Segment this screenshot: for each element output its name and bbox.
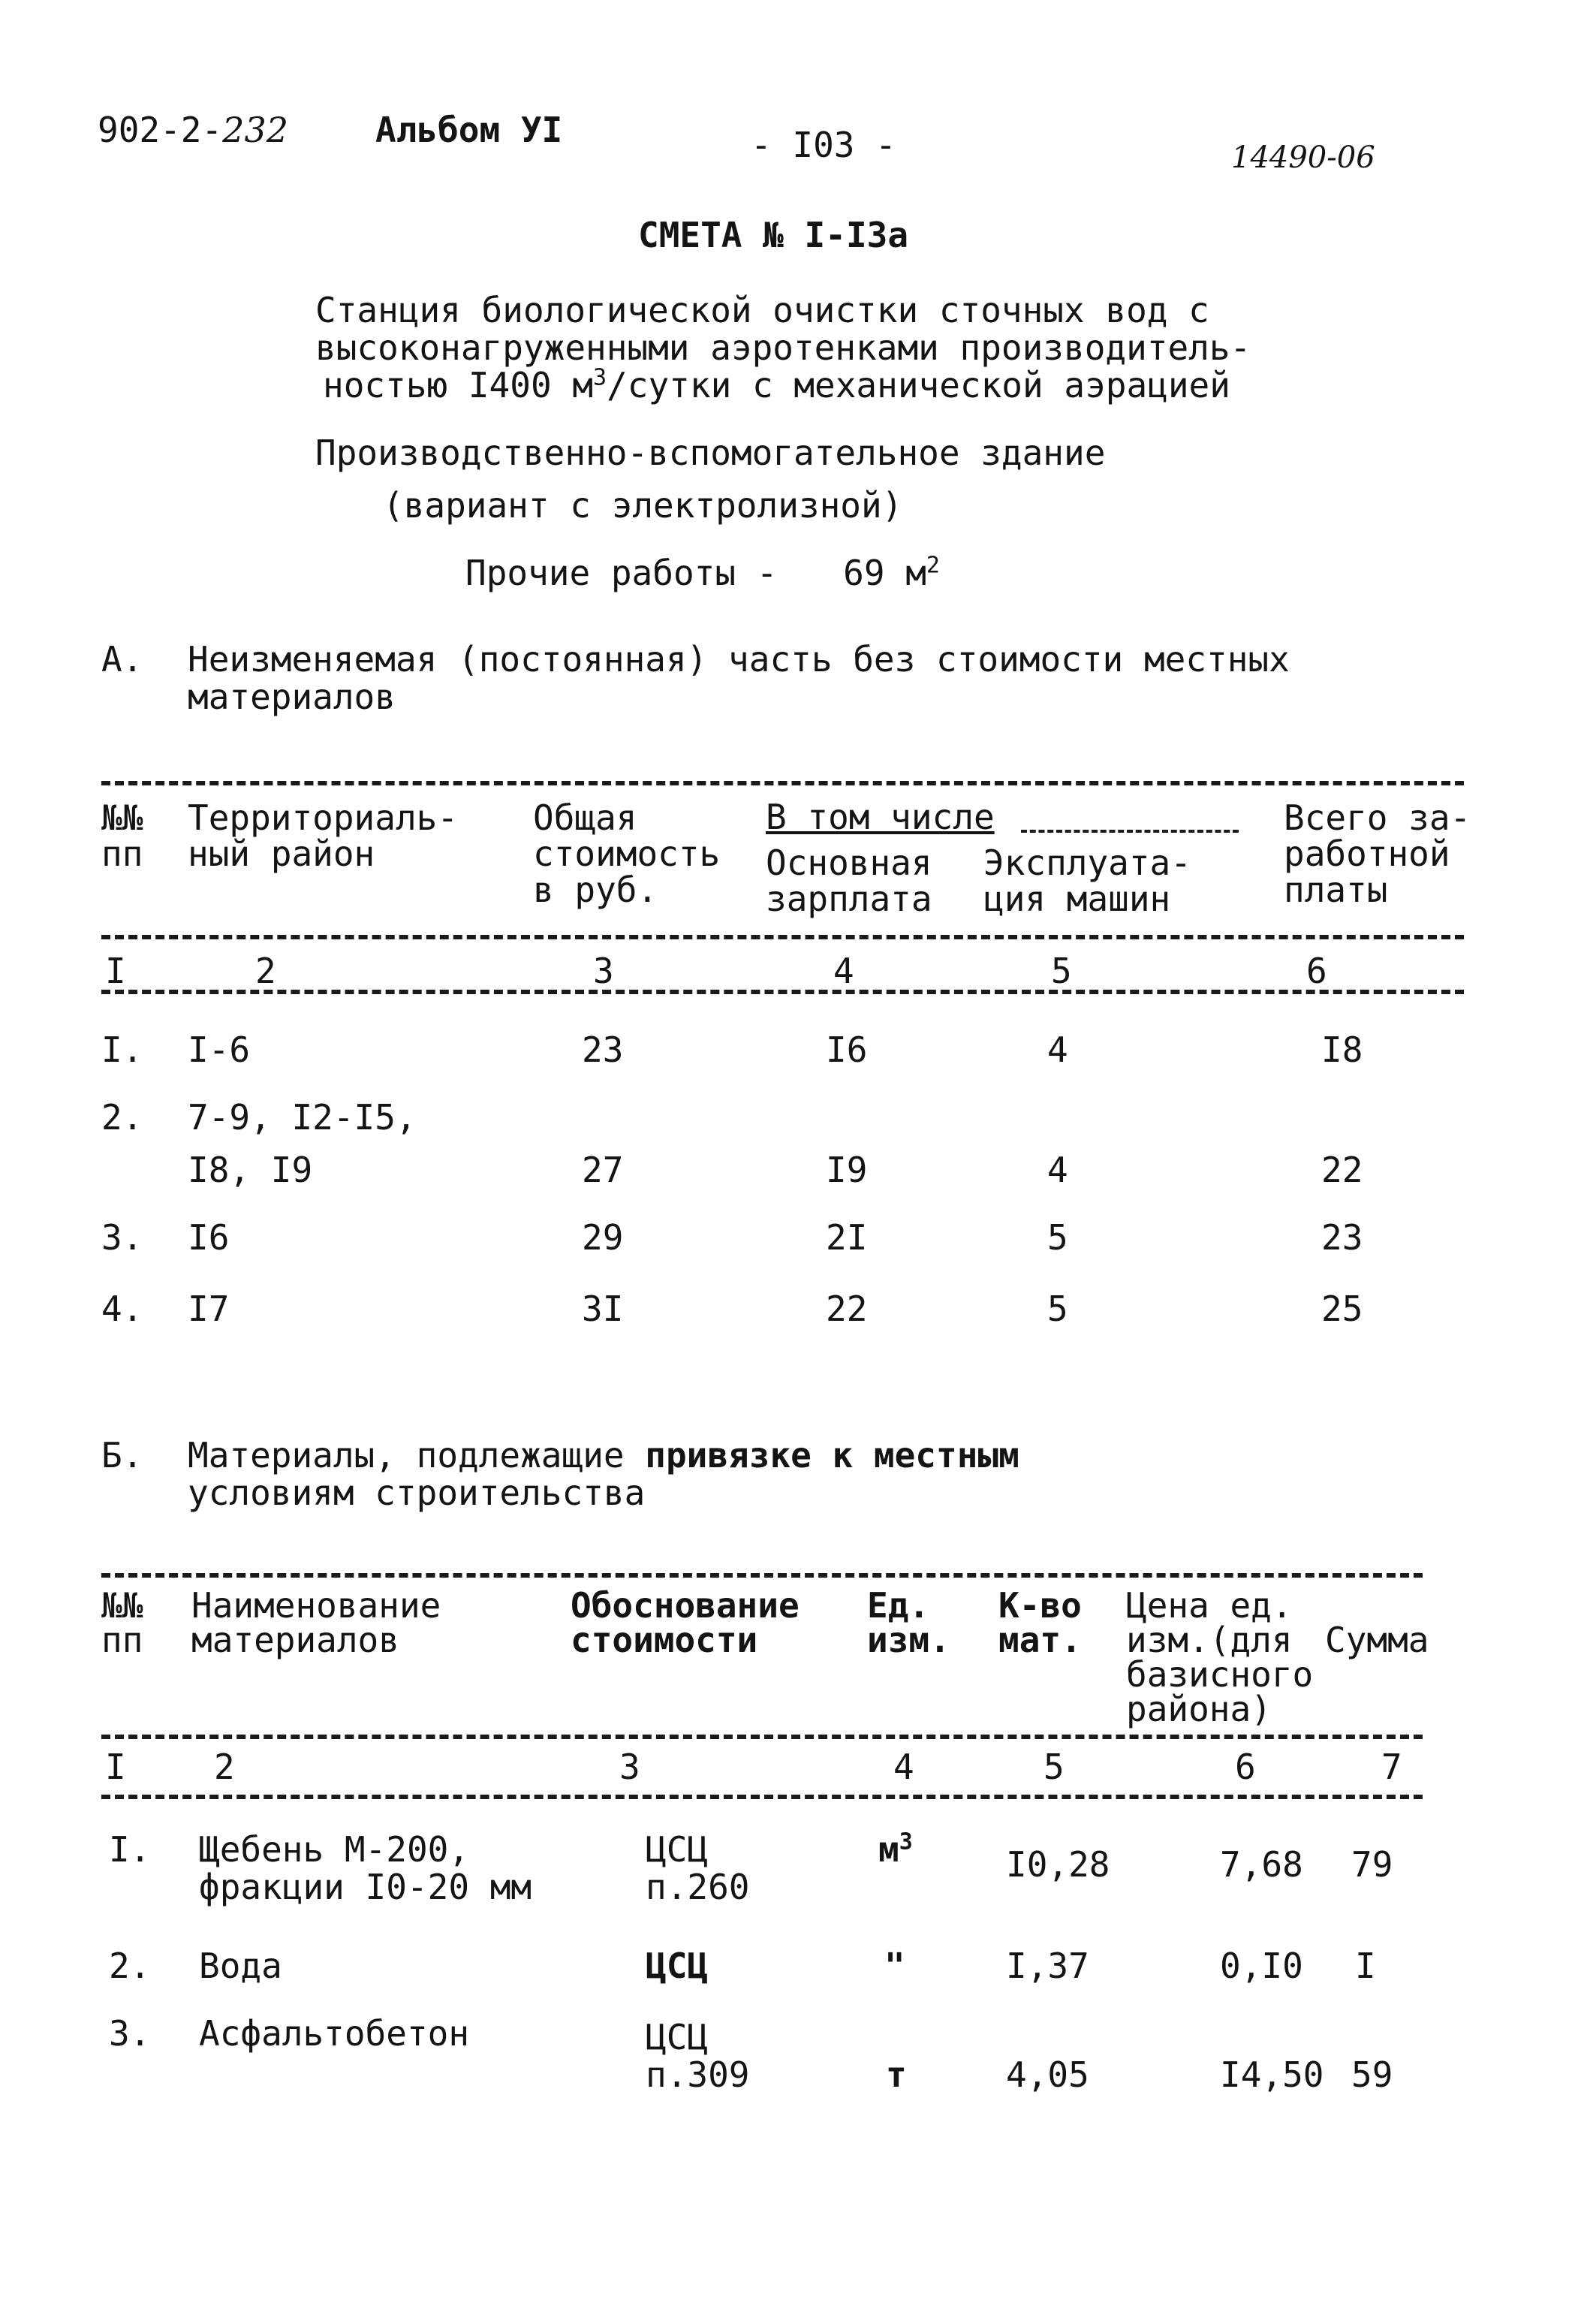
table-b-colnum-4: 4: [893, 1747, 914, 1787]
table-b-header-name: Наименование материалов: [191, 1585, 441, 1660]
table-b-colnum-5: 5: [1043, 1747, 1065, 1787]
building-name: Производственно-вспомогательное здание: [315, 433, 1106, 473]
table-b-top-rule: [101, 1573, 1423, 1578]
document-code-handwritten: 232: [222, 110, 288, 150]
table-a-including-rule: [1021, 830, 1239, 833]
works-value: 69 $м^2$: [843, 552, 940, 593]
section-a-letter: А.: [101, 639, 143, 680]
document-code: [98, 110, 288, 150]
title-line-2: высоконагруженными аэротенками производитель-: [315, 327, 1251, 368]
table-b-header-basis: Обоснование стоимости: [571, 1585, 800, 1660]
table-b-header-price: Цена ед. изм.(для базисного района): [1126, 1585, 1314, 1729]
table-b-colnum-7: 7: [1381, 1747, 1402, 1787]
table-a-colnum-rule: [101, 990, 1464, 994]
table-a-colnum-4: 4: [833, 951, 854, 991]
table-b-header-qty: К-во мат.: [998, 1585, 1082, 1660]
table-a-header-including: В том числе: [766, 797, 995, 837]
section-b-heading-2: условиям строительства: [188, 1472, 646, 1513]
table-a-header-total: Всего за- работной платы: [1284, 797, 1471, 910]
section-b-heading-1: Материалы, подлежащие привязке к местным: [188, 1435, 1019, 1475]
section-a-heading-1: Неизменяемая (постоянная) часть без стоимости местных: [188, 639, 1290, 680]
table-a-top-rule: [101, 781, 1464, 785]
table-b-colnum-3: 3: [619, 1747, 640, 1787]
page-number: - I03 -: [751, 125, 896, 165]
works-label: Прочие работы -: [465, 553, 778, 593]
variant-label: (вариант с электролизной): [383, 485, 903, 526]
table-b-colnum-2: 2: [214, 1747, 235, 1787]
table-b-colnum-1: I: [105, 1747, 126, 1787]
table-b-header-sum: Сумма: [1325, 1620, 1429, 1660]
estimate-title: СМЕТА № I-I3а: [638, 215, 909, 255]
table-a-header-num: №№ пп: [101, 797, 143, 874]
table-a-colnum-2: 2: [255, 951, 276, 991]
table-b-header-rule: [101, 1735, 1423, 1739]
table-b-colnum-rule: [101, 1795, 1423, 1799]
title-line-1: Станция биологической очистки сточных вод с: [315, 290, 1209, 330]
table-b-header-num: №№ пп: [101, 1585, 143, 1660]
works-line: [465, 552, 940, 593]
stamp-number: 14490-06: [1231, 140, 1375, 175]
table-a-header-wage: Основная зарплата: [766, 842, 932, 919]
table-a-colnum-5: 5: [1051, 951, 1072, 991]
table-a-header-rule: [101, 935, 1464, 939]
title-line-3: ностью I400 $м^3$/сутки с механической аэрацией: [323, 364, 1230, 405]
table-b-header-unit: Ед. изм.: [867, 1585, 950, 1660]
table-a-header-machine: Эксплуата- ция машин: [983, 842, 1191, 919]
table-a-colnum-3: 3: [593, 951, 614, 991]
album-label: Альбом УI: [375, 110, 563, 150]
table-a-header-district: Территориаль- ный район: [188, 797, 459, 874]
section-b-letter: Б.: [101, 1435, 143, 1475]
document-code-prefix: 902-2-: [98, 110, 223, 150]
table-a-colnum-1: I: [105, 951, 126, 991]
table-a-header-cost: Общая стоимость в руб.: [533, 797, 721, 910]
section-a-heading-2: материалов: [188, 677, 396, 717]
table-b-colnum-6: 6: [1235, 1747, 1256, 1787]
table-a-colnum-6: 6: [1306, 951, 1327, 991]
